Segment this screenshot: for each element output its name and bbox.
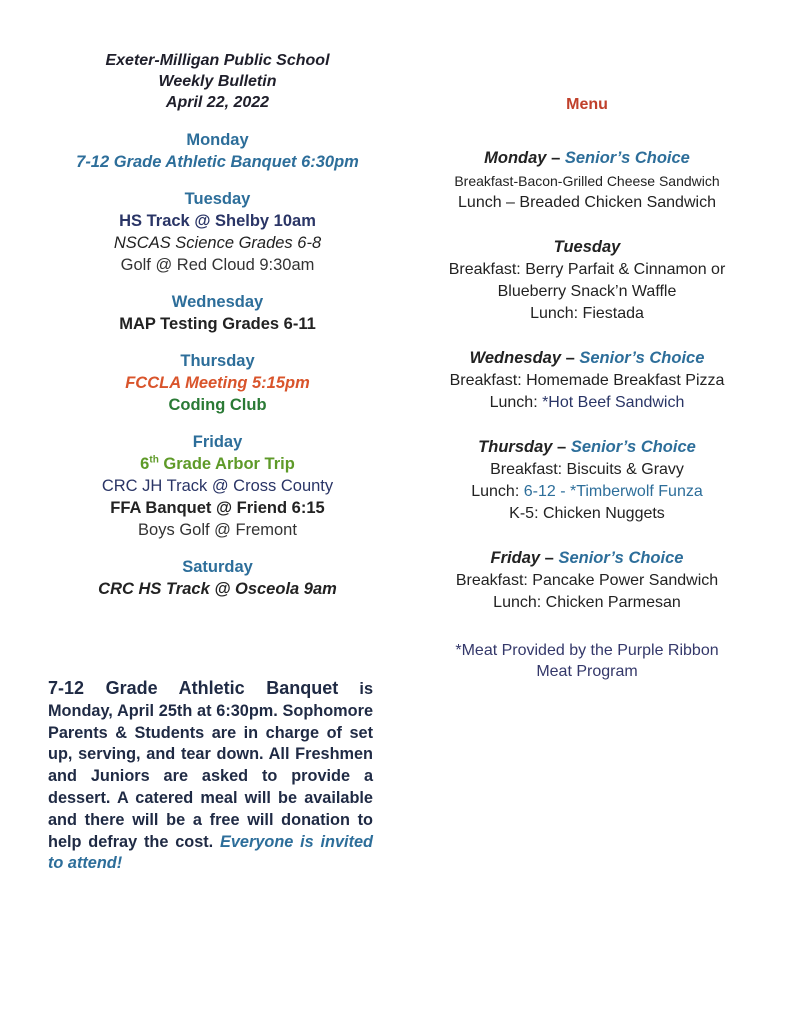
menu-day-label: Monday [484,149,547,167]
menu-item: K-5: Chicken Nuggets [509,505,665,522]
event-boys-golf: Boys Golf @ Fremont [138,521,297,539]
menu-day-wednesday [418,347,756,370]
menu-item: Breakfast: Homemade Breakfast Pizza [449,372,725,389]
bulletin-date: April 22, 2022 [165,94,270,111]
menu-item: Blueberry Snack’n Waffle [497,283,677,300]
event-coding-club: Coding Club [168,396,267,414]
menu-lunch-value: *Hot Beef Sandwich [542,394,685,411]
day-saturday: Saturday [182,558,253,576]
menu-item [418,481,756,503]
menu-item: Breakfast-Bacon-Grilled Cheese Sandwich [454,173,720,189]
menu-item: Lunch – Breaded Chicken Sandwich [458,194,716,211]
menu-item: Breakfast: Berry Parfait & Cinnamon or [448,261,726,278]
day-tuesday: Tuesday [184,190,251,208]
event-map-testing: MAP Testing Grades 6-11 [119,315,316,333]
menu-lunch-value: 6-12 - *Timberwolf Funza [523,483,703,500]
menu-day-label: Friday [490,549,541,567]
arbor-rest: Grade Arbor Trip [158,455,295,473]
banquet-notice [48,678,373,875]
event-fccla: FCCLA Meeting 5:15pm [125,374,310,392]
banquet-notice-invite: Everyone is invited to attend! [48,832,373,873]
menu-day-label: Tuesday [553,238,621,256]
meat-note [418,640,756,682]
school-name: Exeter-Milligan Public School [105,52,330,69]
meat-note-line: Meat Program [536,663,638,680]
event-hs-track: HS Track @ Shelby 10am [119,212,316,230]
seniors-choice-label: Senior’s Choice [579,349,705,367]
menu-item [418,392,756,414]
menu-dash: – [540,549,559,567]
event-athletic-banquet: 7-12 Grade Athletic Banquet 6:30pm [76,153,359,171]
arbor-sup: th [149,454,159,466]
menu-day-monday [418,147,756,170]
menu-item: Breakfast: Pancake Power Sandwich [455,572,719,589]
day-wednesday: Wednesday [171,293,264,311]
day-friday: Friday [192,433,243,451]
banquet-notice-lead: 7-12 Grade Athletic Banquet [48,678,339,698]
day-thursday: Thursday [180,352,255,370]
menu-dash: – [561,349,580,367]
menu-day-tuesday [418,236,756,259]
menu-column [418,94,756,682]
menu-day-label: Thursday [478,438,553,456]
menu-lunch-label: Lunch: [471,483,524,500]
event-ffa-banquet: FFA Banquet @ Friend 6:15 [110,499,325,517]
seniors-choice-label: Senior’s Choice [564,149,690,167]
menu-dash: – [546,149,565,167]
menu-title: Menu [566,96,608,113]
bulletin-column [40,50,395,600]
menu-lunch-label: Lunch: [489,394,543,411]
menu-item: Lunch: Chicken Parmesan [493,594,681,611]
event-arbor-trip [40,453,395,475]
arbor-num: 6 [140,455,150,473]
seniors-choice-label: Senior’s Choice [558,549,684,567]
menu-dash: – [552,438,571,456]
menu-item: Lunch: Fiestada [530,305,644,322]
menu-day-thursday [418,436,756,459]
event-crc-hs-track: CRC HS Track @ Osceola 9am [98,580,337,598]
meat-note-line: *Meat Provided by the Purple Ribbon [455,642,719,659]
event-nscas: NSCAS Science Grades 6-8 [113,234,322,252]
menu-day-friday [418,547,756,570]
menu-item: Breakfast: Biscuits & Gravy [490,461,684,478]
day-monday: Monday [186,131,249,149]
event-golf: Golf @ Red Cloud 9:30am [120,256,315,274]
event-crc-jh-track: CRC JH Track @ Cross County [101,477,334,495]
bulletin-title: Weekly Bulletin [158,73,277,90]
banquet-notice-body: is Monday, April 25th at 6:30pm. Sophomore Parents & Students are in charge of set up, serving, and tear down. All Freshmen and Juniors are asked to provide a dessert. A catered meal will be available and there will be a free will donation to help defray the cost. [48,680,373,851]
seniors-choice-label: Senior’s Choice [570,438,696,456]
menu-day-label: Wednesday [469,349,562,367]
